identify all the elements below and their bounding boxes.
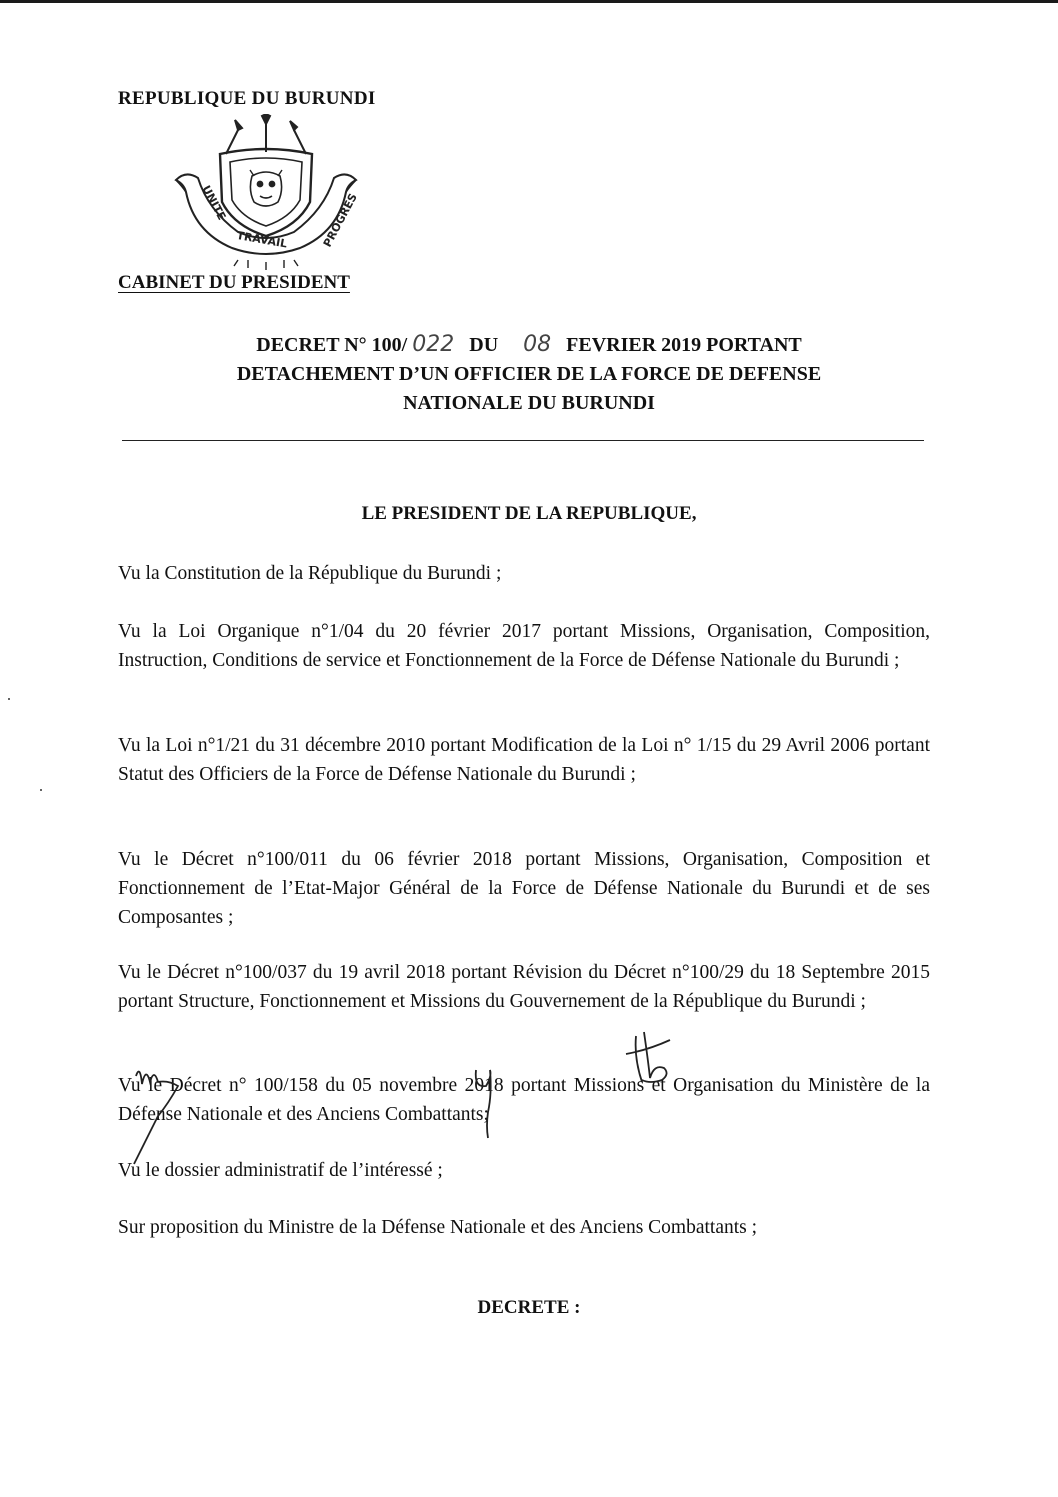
visa-decret-ministere: Vu le Décret n° 100/158 du 05 novembre 2018 portant Missions et Organisation du Ministère de la Défense Nationale et des Anciens Combattants;: [118, 1075, 930, 1125]
visa-decret-gouvernement: Vu le Décret n°100/037 du 19 avril 2018 portant Révision du Décret n°100/29 du 18 Septembre 2015 portant Structure, Fonctionnement et Missions du Gouvernement de la République du Burundi ;: [118, 962, 930, 1012]
handwritten-initials-right: [620, 1028, 680, 1092]
title-du: DU: [469, 334, 499, 356]
decree-title: [120, 330, 938, 418]
visa-loi-organique: Vu la Loi Organique n°1/04 du 20 février 2017 portant Missions, Organisation, Composition, Instruction, Conditions de service et Fonctionnement de la Force de Défense Nationale du Burundi ;: [118, 621, 930, 671]
visa-loi-statut: Vu la Loi n°1/21 du 31 décembre 2010 portant Modification de la Loi n° 1/15 du 29 Avril 2006 portant Statut des Officiers de la Force de Défense Nationale du Burundi ;: [118, 735, 930, 785]
handwritten-initials-middle: [470, 1064, 500, 1144]
visa-decret-etat-major: Vu le Décret n°100/011 du 06 février 2018 portant Missions, Organisation, Composition et Fonctionnement de l’Etat-Major Général de la Force de Défense Nationale du Burundi et de ses Composantes ;: [118, 849, 930, 928]
title-line-1: [120, 330, 938, 360]
coat-of-arms-emblem: [168, 114, 364, 274]
visa-constitution: Vu la Constitution de la République du Burundi ;: [118, 563, 502, 584]
country-heading: REPUBLIQUE DU BURUNDI: [118, 88, 376, 109]
visa-dossier: Vu le dossier administratif de l’intéressé ;: [118, 1160, 443, 1181]
title-line-2: DETACHEMENT D’UN OFFICIER DE LA FORCE DE DEFENSE: [236, 363, 822, 385]
handwritten-initials-left: [128, 1060, 188, 1170]
title-date-suffix: FEVRIER 2019 PORTANT: [566, 334, 802, 356]
motto-center: TRAVAIL: [235, 228, 289, 251]
scan-speck: [40, 789, 42, 791]
motto-left: UNITE: [199, 183, 229, 223]
proposition-ministre: Sur proposition du Ministre de la Défense Nationale et des Anciens Combattants ;: [118, 1217, 758, 1238]
title-separator-line: [122, 440, 924, 441]
motto-right: PROGRES: [320, 191, 360, 250]
president-heading: LE PRESIDENT DE LA REPUBLIQUE,: [361, 503, 697, 524]
handwritten-day: 08: [523, 332, 552, 357]
scan-speck: [8, 698, 10, 700]
decrete-heading: DECRETE :: [477, 1297, 581, 1318]
handwritten-decree-number: 022: [412, 332, 455, 357]
title-line-3: NATIONALE DU BURUNDI: [403, 392, 655, 414]
scan-border: [0, 0, 1058, 3]
title-decree-prefix: DECRET N° 100/: [256, 334, 408, 356]
office-heading: CABINET DU PRESIDENT: [118, 272, 350, 293]
